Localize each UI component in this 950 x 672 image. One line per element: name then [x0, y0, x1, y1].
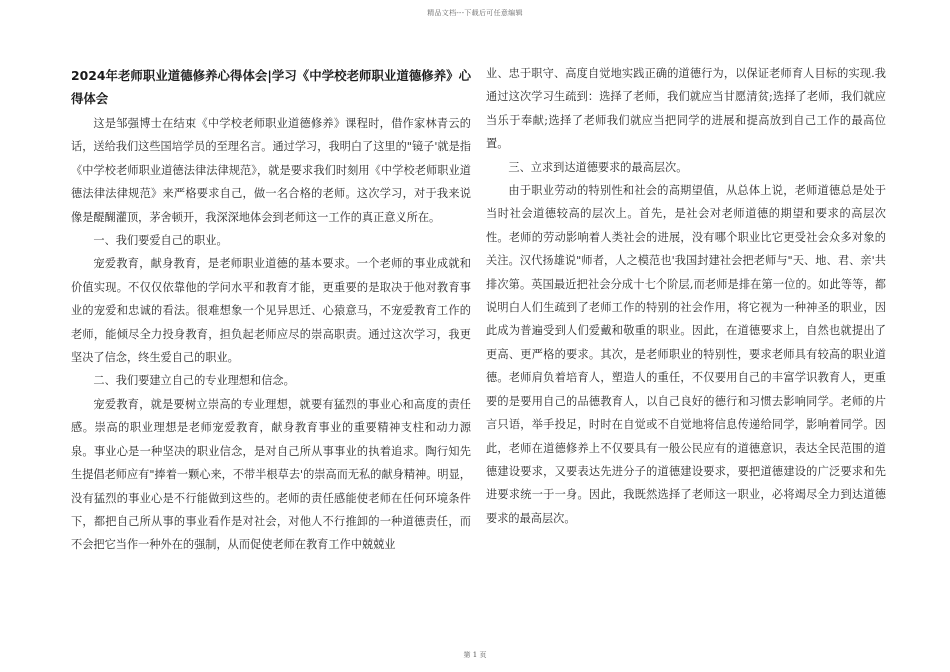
section-body-2-continued: 业、忠于职守、高度自觉地实践正确的道德行为，以保证老师育人目标的实现.我通过这次学习生疏到：选择了老师，我们就应当甘愿清贫;选择了老师，我们就应当乐于奉献;选择了老师我们就应当把同学的进展和提高放到自己工作的最高位置。 [486, 67, 886, 151]
section-body-3: 由于职业劳动的特别性和社会的高期望值，从总体上说，老师道德总是处于当时社会道德较高的层次上。首先，是社会对老师道德的期望和要求的高层次性。老师的劳动影响着人类社会的进展，没有哪个职业比它更受社会众多对象的关注。汉代扬雄说"师者，人之模范也'我国封建社会把老师与"天、地、君、亲'共排次第。英国最近把社会分成十七个阶层,而老师是排在第一位的。如此等等，都说明白人们生疏到了老师工作的特别的社会作用，将它视为一种神圣的职业，因此成为普遍受到人们爱戴和敬重的职业。因此，在道德要求上，自然也就提出了更高、更严格的要求。其次，是老师职业的特别性，要求老师具有较高的职业道德。老师肩负着培育人，塑造人的重任，不仅要用自己的丰富学识教育人，更重要的是要用自己的品德教育人，以自己良好的德行和习惯去影响同学。老师的片言只语，举手投足，时时在自觉或不自觉地将信息传递给同学，影响着同学。因此，老师在道德修养上不仅要具有一般公民应有的道德意识，表达全民范围的道德建设要求，又要表达先进分子的道德建设要求，要把道德建设的广泛要求和先进要求统一于一身。因此，我既然选择了老师这一职业，必将竭尽全力到达道德要求的最高层次。 [486, 184, 886, 525]
page-number: 第 1 页 [463, 651, 487, 659]
section-body-2: 宠爱教育，就是要树立崇高的专业理想，就要有猛烈的事业心和高度的责任感。崇高的职业理想是老师宠爱教育，献身教育事业的重要精神支柱和动力源泉。事业心是一种坚决的职业信念，是对自己所从事事业的执着追求。陶行知先生提倡老师应有"捧着一颗心来，不带半根草去'的崇高而无私的献身精神。明显，没有猛烈的事业心是不行能做到这些的。老师的责任感能使老师在任何环境条件下，都把自己所从事的事业看作是对社会，对他人不行推卸的一种道德责任，而不会把它当作一种外在的强制，从而促使老师在教育工作中兢兢业 [71, 397, 471, 552]
document-title: 2024年老师职业道德修养心得体会|学习《中学校老师职业道德修养》心得体会 [71, 68, 471, 106]
section-heading-3: 三、立求到达道德要求的最高层次。 [508, 160, 688, 174]
right-column [486, 62, 886, 530]
section-heading-2: 二、我们要建立自己的专业理想和信念。 [93, 374, 295, 388]
section-body-1: 宠爱教育，献身教育，是老师职业道德的基本要求。一个老师的事业成就和价值实现。不仅仅依靠他的学问水平和教育才能，更重要的是取决于他对教育事业的宠爱和忠诚的看法。很难想象一个见异思迁、心猿意马，不宠爱教育工作的老师，能倾尽全力投身教育，担负起老师应尽的崇高职责。通过这次学习，我更坚决了信念，终生爱自己的职业。 [71, 257, 471, 365]
section-heading-1: 一、我们要爱自己的职业。 [93, 234, 228, 248]
intro-paragraph: 这是邹强博士在结束《中学校老师职业道德修养》课程时，借作家林青云的话，送给我们这些国培学员的至理名言。通过学习，我明白了这里的"镜子'就是指《中学校老师职业道德法律法律规范》，就是要求我们时刻用《中学校老师职业道德法律法律规范》来严格要求自己，做一名合格的老师。这次学习，对于我来说像是醍醐灌顶，茅舍顿开，我深深地体会到老师这一工作的真正意义所在。 [71, 117, 471, 224]
left-column [71, 64, 471, 557]
page-header-note: 精品文档---下载后可任意编辑 [427, 9, 523, 17]
